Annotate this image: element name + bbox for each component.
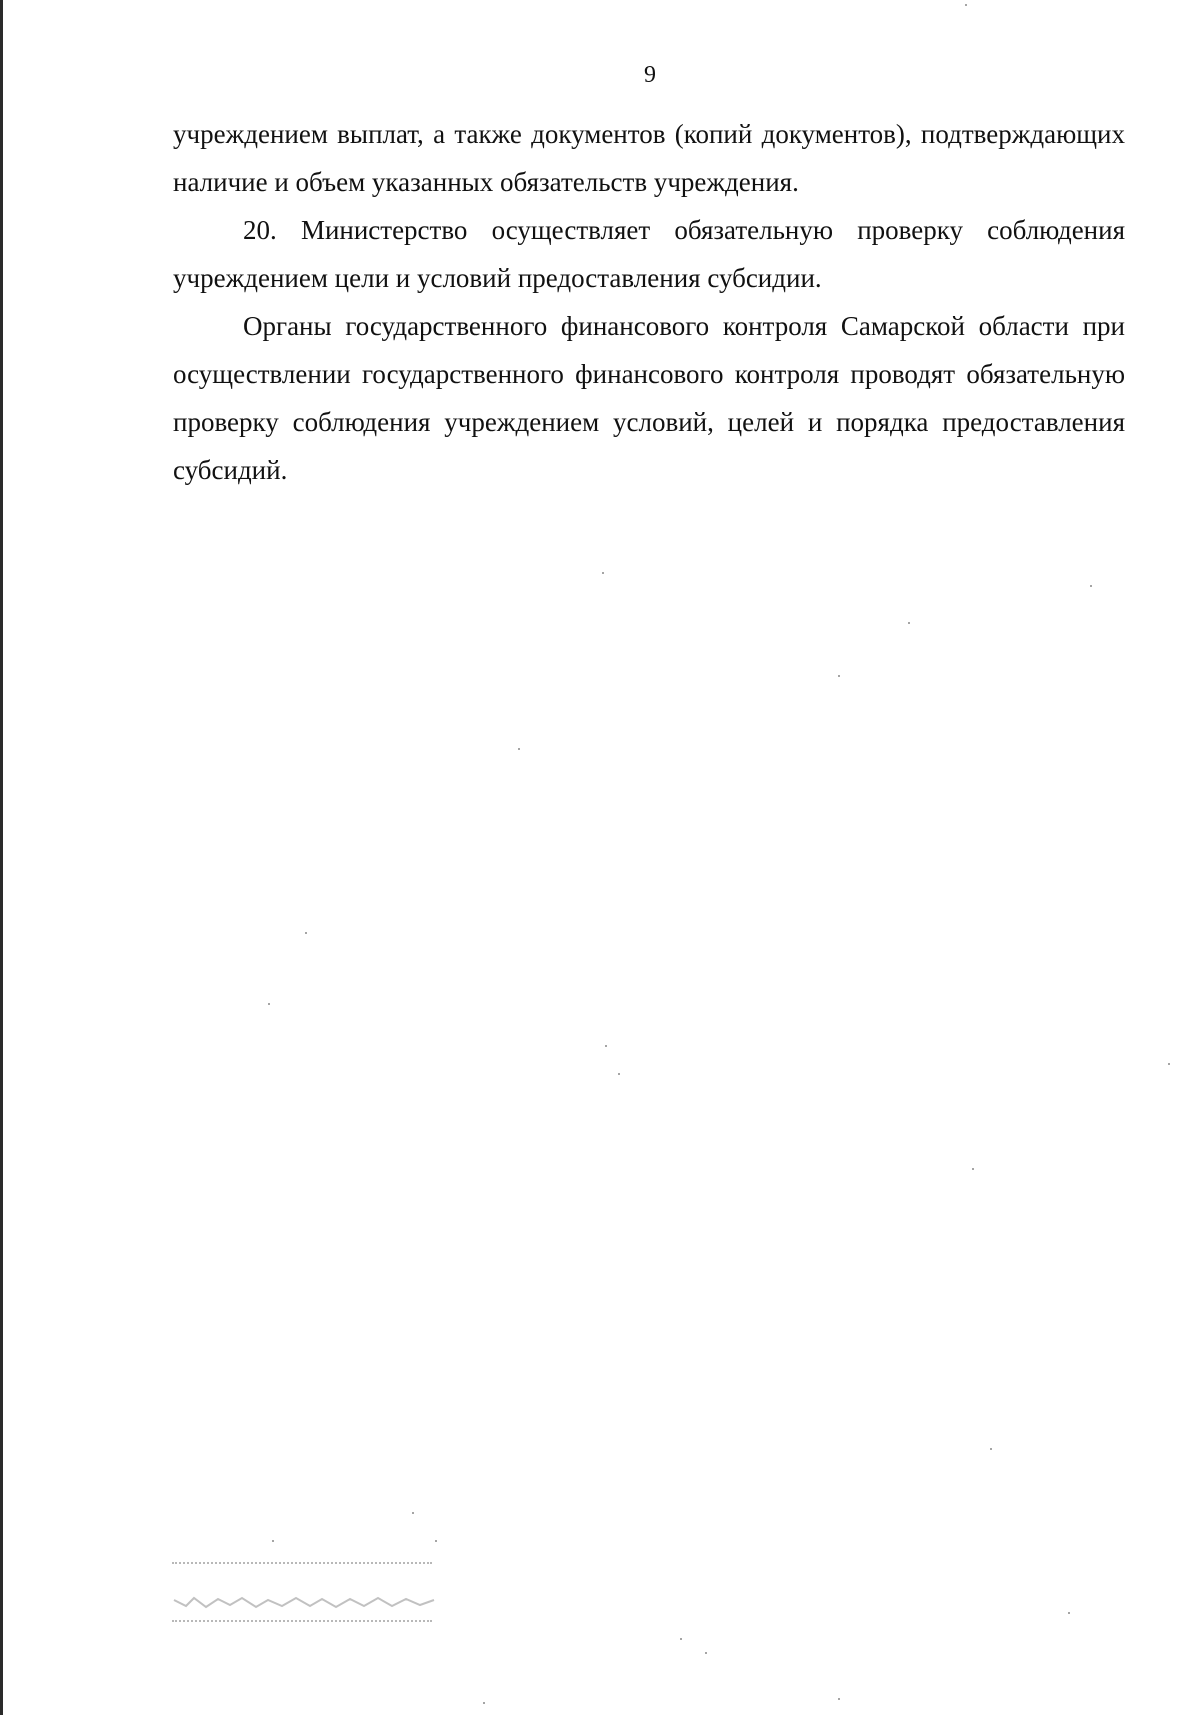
scan-speck: [965, 4, 967, 6]
bleed-through-stamp: [172, 1572, 452, 1612]
scan-speck: [990, 1448, 992, 1450]
scan-speck: [412, 1512, 414, 1514]
scan-speck: [618, 1073, 620, 1075]
scan-speck: [705, 1652, 707, 1654]
scan-speck: [680, 1638, 682, 1640]
scan-speck: [602, 572, 604, 574]
paragraph-financial-control: Органы государственного финансового контроля Самарской области при осуществлении государственного финансового контроля проводят обязательную проверку соблюдения учреждением условий, целей и порядка предоставления субсидий.: [173, 311, 1125, 485]
paragraph-continuation: учреждением выплат, а также документов (копий документов), подтверждающих наличие и объем указанных обязательств учреждения.: [173, 119, 1125, 197]
scan-speck: [908, 622, 910, 624]
scan-speck: [268, 1003, 270, 1005]
stamp-scribble-icon: [172, 1592, 442, 1612]
scan-speck: [435, 1540, 437, 1542]
scan-speck: [1090, 585, 1092, 587]
scan-speck: [838, 675, 840, 677]
scan-speck: [972, 1168, 974, 1170]
scan-speck: [272, 1540, 274, 1542]
stamp-dots-top: [172, 1562, 432, 1566]
scan-speck: [1168, 1063, 1170, 1065]
scan-speck: [305, 932, 307, 934]
scan-speck: [1068, 1612, 1070, 1614]
body-text: [173, 110, 1125, 494]
scan-speck: [483, 1702, 485, 1704]
scan-speck: [605, 1045, 607, 1047]
stamp-dots-bottom: [172, 1620, 432, 1624]
page-number: 9: [644, 62, 656, 88]
scan-speck: [838, 1698, 840, 1700]
scan-speck: [518, 748, 520, 750]
scan-left-edge: [0, 0, 3, 1715]
paragraph-20: 20. Министерство осуществляет обязательную проверку соблюдения учреждением цели и условий предоставления субсидии.: [173, 215, 1125, 293]
